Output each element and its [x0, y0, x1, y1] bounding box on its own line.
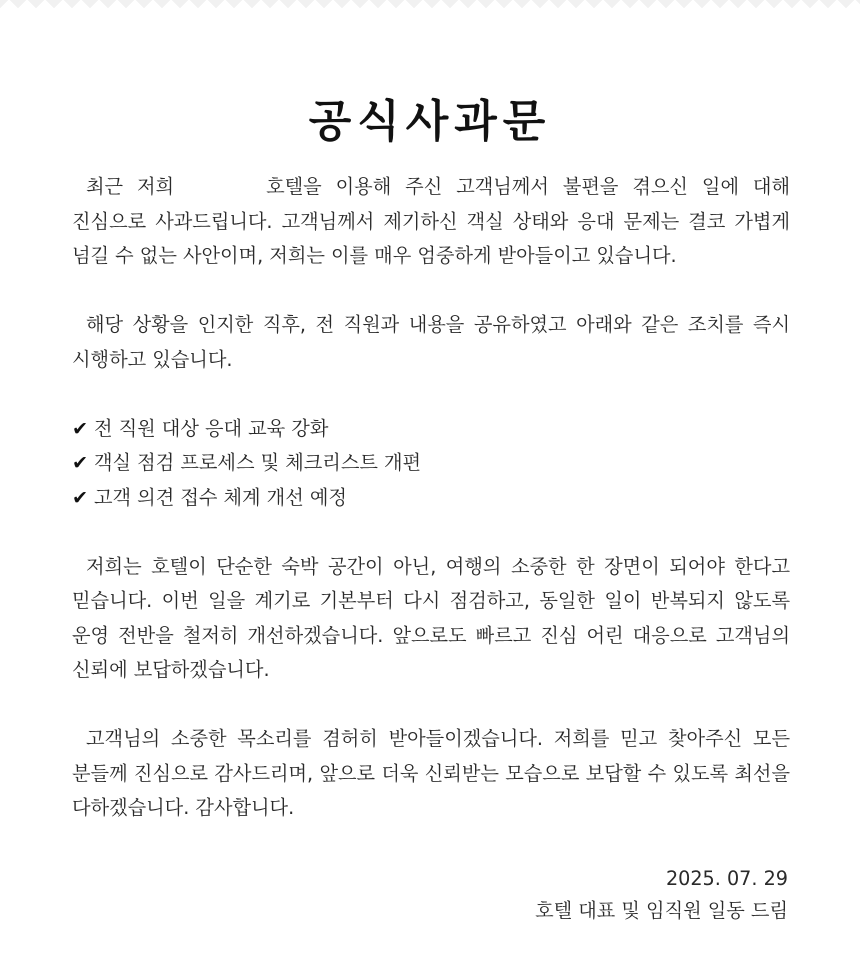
decorative-top-border	[0, 0, 860, 16]
signature-block	[535, 863, 788, 927]
list-item	[72, 412, 790, 447]
document-title: 공식사과문	[308, 96, 552, 148]
checkmark-icon: ✔	[72, 451, 89, 474]
checkmark-icon: ✔	[72, 416, 89, 440]
paragraph-thanks: 고객님의 소중한 목소리를 겸허히 받아들이겠습니다. 저희를 믿고 찾아주신 모든 분들께 진심으로 감사드리며, 앞으로 더욱 신뢰받는 모습으로 보답할 수 있도록 최선을 다하겠습니다. 감사합니다.	[72, 727, 790, 819]
paragraph-apology-rest: 호텔을 이용해 주신 고객님께서 불편을 겪으신 일에 대해 진심으로 사과드립니다. 고객님께서 제기하신 객실 상태와 응대 문제는 결코 가볍게 넘길 수 없는 사안이며, 저희는 이를 매우 엄중하게 받아들이고 있습니다.	[72, 175, 790, 267]
paragraph-actions-intro: 해당 상황을 인지한 직후, 전 직원과 내용을 공유하였고 아래와 같은 조치를 즉시 시행하고 있습니다.	[72, 313, 790, 371]
list-item	[72, 446, 790, 481]
measure-text: 전 직원 대상 응대 교육 강화	[94, 416, 329, 440]
measure-text: 고객 의견 접수 체계 개선 예정	[94, 485, 347, 509]
apology-body	[72, 170, 790, 826]
paragraph-commitment: 저희는 호텔이 단순한 숙박 공간이 아닌, 여행의 소중한 한 장면이 되어야 한다고 믿습니다. 이번 일을 계기로 기본부터 다시 점검하고, 동일한 일이 반복되지 않도록 운영 전반을 철저히 개선하겠습니다. 앞으로도 빠르고 진심 어린 대응으로 고객님의 신뢰에 보답하겠습니다.	[72, 554, 790, 681]
signature-sender: 호텔 대표 및 임직원 일동 드림	[535, 899, 788, 922]
paragraph-apology	[72, 170, 790, 274]
measure-text: 객실 점검 프로세스 및 체크리스트 개편	[94, 451, 422, 474]
signature-date: 2025. 07. 29	[665, 867, 788, 890]
paragraph-apology-lead: 최근 저희	[86, 175, 175, 198]
list-item	[72, 481, 790, 516]
measures-list	[72, 412, 790, 516]
checkmark-icon: ✔	[72, 485, 89, 509]
